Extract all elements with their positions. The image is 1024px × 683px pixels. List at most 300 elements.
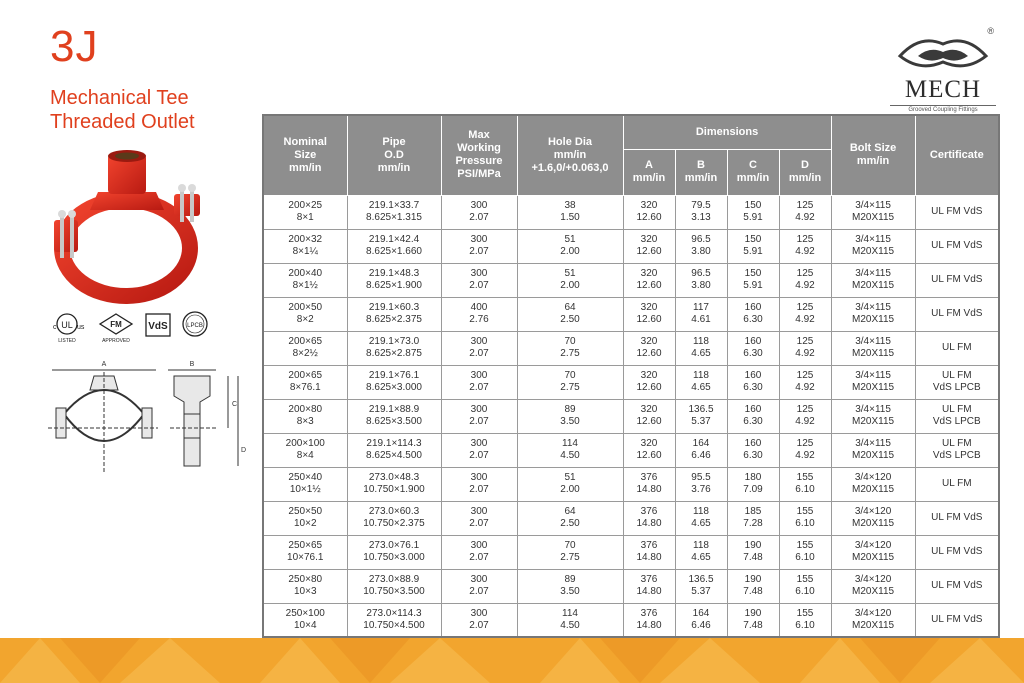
cell-dim-b-line: 6.46 [691, 450, 711, 461]
cell-dim-b-line: 5.37 [691, 416, 711, 427]
cell-certificate [915, 467, 999, 501]
cell-pipe-od [347, 229, 441, 263]
cell-pressure-line: 2.07 [469, 484, 489, 495]
cell-size-line: 200×40 [288, 268, 323, 279]
cell-dim-c-line: 7.28 [743, 518, 763, 529]
cell-bolt-size-line: 3/4×115 [855, 370, 891, 381]
cell-dim-a-line: 376 [640, 472, 658, 483]
dim-label-c: C [232, 401, 238, 408]
cell-dim-a-line: 320 [640, 234, 658, 245]
cell-certificate-line: UL FM [941, 478, 972, 489]
cell-bolt-size-line: M20X115 [852, 314, 895, 325]
fm-caption: APPROVED [102, 338, 130, 344]
cell-dim-c-line: 5.91 [743, 246, 763, 257]
table-row [263, 331, 999, 365]
cell-hole-dia-line: 3.50 [560, 586, 580, 597]
cell-certificate-line: UL FM VdS [931, 613, 983, 625]
ul-caption: LISTED [58, 338, 76, 344]
spec-table [262, 114, 1000, 638]
cell-size-line: 8×3 [296, 416, 314, 427]
cell-size-line: 8×1¼ [292, 246, 318, 257]
cell-size-line: 200×50 [288, 302, 323, 313]
cell-dim-c-line: 7.09 [743, 484, 763, 495]
cell-size [263, 467, 347, 501]
cell-bolt-size-line: 3/4×120 [854, 607, 892, 619]
cell-certificate-line: UL FM [941, 342, 972, 353]
cell-dim-b [675, 501, 727, 535]
cell-dim-a [623, 603, 675, 637]
cell-pressure [441, 297, 517, 331]
brand-name: MECH [904, 76, 982, 103]
cell-hole-dia [517, 433, 623, 467]
cell-hole-dia-line: 2.75 [560, 348, 580, 359]
cell-certificate [915, 229, 999, 263]
cell-bolt-size-line: 3/4×115 [855, 336, 891, 347]
cell-dim-d [779, 331, 831, 365]
cell-dim-a [623, 535, 675, 569]
cell-pressure-line: 2.07 [469, 619, 489, 631]
header-max-pressure: Max Working Pressure PSI/MPa [441, 115, 517, 195]
cell-dim-b [675, 603, 727, 637]
cell-pressure-line: 300 [470, 200, 488, 211]
cell-dim-d-line: 125 [796, 268, 814, 279]
cell-pipe-od-line: 8.625×3.500 [366, 416, 422, 427]
cell-hole-dia [517, 263, 623, 297]
cell-dim-c [727, 263, 779, 297]
cell-dim-c [727, 297, 779, 331]
cell-certificate [915, 603, 999, 637]
cell-bolt-size-line: 3/4×115 [855, 438, 891, 449]
cell-hole-dia-line: 64 [564, 302, 576, 313]
cell-pressure-line: 300 [470, 234, 488, 245]
cell-pipe-od-line: 8.625×4.500 [366, 450, 422, 461]
cell-dim-a [623, 331, 675, 365]
cell-bolt-size-line: 3/4×115 [855, 268, 891, 279]
cell-dim-d-line: 125 [796, 200, 814, 211]
cell-size-line: 8×2 [296, 314, 314, 325]
cell-dim-a-line: 376 [640, 607, 658, 619]
cell-pressure-line: 300 [470, 336, 488, 347]
cell-certificate [915, 297, 999, 331]
cell-certificate-line: UL FM VdS [931, 274, 983, 285]
cell-bolt-size-line: 3/4×115 [855, 200, 891, 211]
cell-pressure [441, 229, 517, 263]
cell-dim-a-line: 320 [640, 336, 658, 347]
cell-bolt-size [831, 603, 915, 637]
cell-dim-d [779, 501, 831, 535]
cell-dim-c-line: 180 [744, 472, 762, 483]
cell-dim-b-line: 118 [693, 506, 709, 517]
dim-label-b: B [189, 361, 195, 368]
cell-pressure [441, 365, 517, 399]
fm-text: FM [110, 320, 122, 329]
cell-dim-d-line: 155 [796, 472, 814, 483]
cell-hole-dia [517, 331, 623, 365]
cell-pipe-od-line: 273.0×76.1 [368, 540, 420, 551]
cell-dim-b [675, 399, 727, 433]
cell-dim-d-line: 125 [796, 302, 814, 313]
cell-hole-dia-line: 89 [564, 574, 576, 585]
cell-dim-a-line: 320 [640, 370, 658, 381]
cell-hole-dia-line: 70 [564, 336, 576, 347]
cell-hole-dia-line: 2.75 [560, 552, 580, 563]
cell-dim-a-line: 12.60 [636, 212, 662, 223]
cell-dim-a-line: 14.80 [636, 518, 662, 529]
cell-hole-dia-line: 51 [564, 234, 576, 245]
cell-dim-d-line: 6.10 [795, 552, 815, 563]
cell-hole-dia-line: 2.50 [560, 518, 580, 529]
ul-left-text: c [53, 324, 57, 331]
cell-certificate [915, 365, 999, 399]
cell-bolt-size [831, 263, 915, 297]
cell-pipe-od [347, 433, 441, 467]
header-dimensions: Dimensions [623, 115, 831, 149]
table-row [263, 501, 999, 535]
cell-dim-a [623, 263, 675, 297]
cell-dim-b-line: 136.5 [688, 574, 714, 585]
cell-size-line: 200×65 [288, 336, 323, 347]
cell-pipe-od-line: 219.1×114.3 [366, 438, 422, 449]
registered-mark: ® [987, 26, 994, 36]
cell-dim-d-line: 125 [796, 370, 814, 381]
cell-hole-dia-line: 2.50 [560, 314, 580, 325]
cell-bolt-size-line: 3/4×115 [855, 234, 891, 245]
cell-size [263, 365, 347, 399]
cell-dim-b-line: 164 [692, 607, 710, 619]
table-row [263, 433, 999, 467]
table-row [263, 195, 999, 229]
cell-size-line: 10×4 [293, 619, 317, 631]
cell-dim-d [779, 229, 831, 263]
cell-pressure [441, 399, 517, 433]
cell-dim-c-line: 160 [744, 370, 762, 381]
product-code: 3J [50, 22, 99, 71]
cell-dim-b-line: 3.13 [691, 212, 711, 223]
cell-pipe-od [347, 501, 441, 535]
cell-pressure-line: 2.07 [469, 416, 489, 427]
cell-dim-d [779, 195, 831, 229]
cell-dim-d [779, 603, 831, 637]
cell-hole-dia [517, 399, 623, 433]
cell-dim-b [675, 331, 727, 365]
cell-bolt-size [831, 297, 915, 331]
cell-dim-c-line: 6.30 [743, 382, 763, 393]
cell-dim-b-line: 118 [693, 370, 709, 381]
cell-size-line: 8×1 [296, 212, 314, 223]
cell-dim-c [727, 229, 779, 263]
cell-dim-b-line: 6.46 [691, 619, 711, 631]
cell-dim-a-line: 14.80 [636, 484, 662, 495]
cell-dim-c-line: 5.91 [743, 212, 763, 223]
cell-pipe-od [347, 569, 441, 603]
cell-size [263, 569, 347, 603]
cell-pipe-od [347, 297, 441, 331]
cell-certificate-line: UL FM VdS [931, 580, 983, 591]
cell-dim-d [779, 569, 831, 603]
cell-bolt-size [831, 331, 915, 365]
cell-dim-c-line: 150 [744, 200, 762, 211]
cell-hole-dia [517, 501, 623, 535]
dim-label-d: D [241, 447, 247, 454]
cell-dim-c [727, 399, 779, 433]
cell-hole-dia-line: 2.75 [560, 382, 580, 393]
footer-band [0, 638, 1024, 683]
cell-dim-d [779, 467, 831, 501]
cell-size-line: 10×76.1 [287, 552, 324, 563]
table-row [263, 365, 999, 399]
cell-dim-b-line: 3.76 [691, 484, 711, 495]
header-pipe-od: Pipe O.D mm/in [347, 115, 441, 195]
cell-pressure-line: 2.07 [469, 280, 489, 291]
cell-dim-c-line: 6.30 [743, 416, 763, 427]
product-name [50, 86, 195, 134]
cell-dim-a-line: 12.60 [636, 382, 662, 393]
cell-pipe-od-line: 219.1×33.7 [368, 200, 420, 211]
cell-bolt-size-line: M20X115 [852, 450, 895, 461]
cell-pipe-od-line: 10.750×4.500 [363, 619, 425, 631]
cell-pipe-od-line: 273.0×48.3 [368, 472, 420, 483]
cell-dim-a [623, 467, 675, 501]
cell-pressure [441, 535, 517, 569]
ul-right-text: us [77, 324, 85, 331]
cell-pipe-od-line: 219.1×42.4 [368, 234, 420, 245]
cell-certificate-line: VdS LPCB [932, 450, 981, 461]
cell-dim-c-line: 7.48 [743, 586, 763, 597]
table-row [263, 603, 999, 637]
cell-size-line: 8×76.1 [289, 382, 321, 393]
cell-bolt-size-line: M20X115 [852, 280, 895, 291]
cell-dim-b-line: 136.5 [688, 404, 714, 415]
cell-dim-c-line: 6.30 [743, 450, 763, 461]
cell-pipe-od [347, 399, 441, 433]
cell-dim-a-line: 320 [640, 200, 658, 211]
cell-dim-a-line: 320 [640, 302, 658, 313]
cell-hole-dia [517, 535, 623, 569]
cell-hole-dia-line: 89 [564, 404, 576, 415]
cell-dim-a-line: 376 [640, 574, 658, 585]
cell-certificate [915, 501, 999, 535]
cell-bolt-size-line: 3/4×120 [854, 574, 892, 585]
cell-dim-c-line: 6.30 [743, 314, 763, 325]
cell-certificate [915, 263, 999, 297]
cell-dim-c-line: 7.48 [743, 552, 763, 563]
cell-pipe-od-line: 8.625×1.900 [366, 280, 422, 291]
cell-pressure [441, 433, 517, 467]
cell-dim-c [727, 535, 779, 569]
cell-size [263, 229, 347, 263]
cell-dim-a-line: 12.60 [636, 314, 662, 325]
cell-pressure-line: 300 [470, 540, 488, 551]
cell-size [263, 433, 347, 467]
cell-pressure-line: 2.07 [469, 348, 489, 359]
cell-certificate [915, 331, 999, 365]
cell-bolt-size-line: M20X115 [852, 586, 895, 597]
cell-hole-dia [517, 569, 623, 603]
cell-dim-b-line: 79.5 [691, 200, 711, 211]
header-dim-a: A mm/in [623, 149, 675, 195]
cell-dim-b-line: 117 [693, 302, 709, 313]
cell-dim-b-line: 164 [692, 438, 710, 449]
cell-bolt-size [831, 467, 915, 501]
cell-size-line: 250×65 [288, 540, 323, 551]
cell-dim-b [675, 263, 727, 297]
cell-dim-d-line: 155 [796, 574, 814, 585]
brand-emblem-icon [896, 30, 990, 76]
cell-hole-dia-line: 70 [564, 370, 576, 381]
cell-pipe-od-line: 10.750×1.900 [363, 484, 425, 495]
cell-pressure-line: 300 [470, 268, 488, 279]
cell-certificate-line: UL FM [941, 438, 972, 449]
cell-size [263, 297, 347, 331]
cell-dim-b [675, 535, 727, 569]
cell-dim-a [623, 229, 675, 263]
cell-pipe-od [347, 263, 441, 297]
header-bolt-size: Bolt Size mm/in [831, 115, 915, 195]
cell-certificate-line: VdS LPCB [932, 416, 981, 427]
cell-size-line: 200×32 [288, 234, 323, 245]
cell-dim-a-line: 12.60 [636, 416, 662, 427]
cell-dim-a-line: 376 [640, 540, 658, 551]
cell-dim-d-line: 4.92 [795, 314, 815, 325]
cell-dim-a-line: 320 [640, 438, 658, 449]
cell-bolt-size-line: M20X115 [852, 484, 895, 495]
cell-size-line: 8×1½ [292, 280, 318, 291]
cell-dim-a-line: 14.80 [636, 552, 662, 563]
cell-hole-dia-line: 114 [562, 438, 578, 449]
cell-size [263, 263, 347, 297]
cell-bolt-size [831, 229, 915, 263]
cell-hole-dia-line: 2.00 [560, 484, 580, 495]
cell-hole-dia-line: 4.50 [560, 450, 580, 461]
header-dim-b: B mm/in [675, 149, 727, 195]
cell-dim-d-line: 155 [796, 540, 814, 551]
cell-hole-dia-line: 114 [562, 607, 578, 619]
cell-dim-c-line: 150 [744, 234, 762, 245]
cell-pressure-line: 300 [470, 404, 488, 415]
cell-certificate [915, 569, 999, 603]
cell-dim-d [779, 535, 831, 569]
cell-dim-d-line: 155 [796, 506, 814, 517]
cell-dim-b-line: 4.65 [691, 382, 711, 393]
certification-marks [50, 308, 220, 348]
vds-mark [146, 314, 170, 336]
cell-dim-d-line: 125 [796, 404, 814, 415]
cell-dim-d-line: 155 [796, 607, 814, 619]
cell-dim-b [675, 297, 727, 331]
cell-dim-c [727, 433, 779, 467]
header-certificate: Certificate [915, 115, 999, 195]
cell-dim-a-line: 376 [640, 506, 658, 517]
cell-pressure-line: 300 [470, 472, 488, 483]
cell-certificate-line: UL FM VdS [931, 512, 983, 523]
cell-dim-d-line: 6.10 [795, 619, 815, 631]
cell-dim-b-line: 118 [693, 540, 709, 551]
cell-dim-d [779, 399, 831, 433]
cell-certificate-line: UL FM VdS [931, 308, 983, 319]
header-nominal-size: Nominal Size mm/in [263, 115, 347, 195]
cell-dim-d-line: 4.92 [795, 416, 815, 427]
cell-pipe-od [347, 195, 441, 229]
cell-pipe-od-line: 273.0×114.3 [366, 607, 422, 619]
cell-pressure-line: 300 [470, 574, 488, 585]
cell-dim-c [727, 365, 779, 399]
cell-dim-a [623, 501, 675, 535]
cell-pipe-od-line: 8.625×3.000 [366, 382, 422, 393]
cell-dim-a-line: 12.60 [636, 348, 662, 359]
cell-dim-b-line: 96.5 [691, 268, 711, 279]
cell-pressure-line: 2.07 [469, 518, 489, 529]
cell-size-line: 250×80 [288, 574, 323, 585]
lpcb-mark [183, 312, 207, 336]
cell-bolt-size-line: 3/4×120 [854, 472, 892, 483]
cell-dim-b-line: 95.5 [691, 472, 711, 483]
cell-pipe-od-line: 219.1×73.0 [368, 336, 420, 347]
brand-logo [890, 26, 996, 116]
table-row [263, 535, 999, 569]
cell-size-line: 8×4 [296, 450, 314, 461]
cell-hole-dia-line: 51 [564, 472, 576, 483]
cell-dim-c-line: 160 [744, 302, 762, 313]
cell-size-line: 10×1½ [289, 484, 321, 495]
cell-bolt-size-line: M20X115 [852, 518, 895, 529]
cell-certificate [915, 399, 999, 433]
cell-bolt-size-line: 3/4×115 [855, 302, 891, 313]
cell-dim-d-line: 6.10 [795, 518, 815, 529]
cell-dim-d-line: 4.92 [795, 246, 815, 257]
cell-pressure-line: 300 [470, 607, 488, 619]
cell-pressure [441, 195, 517, 229]
cell-pressure [441, 569, 517, 603]
cell-pressure-line: 300 [470, 370, 488, 381]
cell-hole-dia [517, 297, 623, 331]
cell-dim-a [623, 297, 675, 331]
cell-dim-b-line: 3.80 [691, 246, 711, 257]
cell-bolt-size [831, 535, 915, 569]
cell-pipe-od-line: 273.0×60.3 [368, 506, 420, 517]
cell-bolt-size [831, 569, 915, 603]
cell-size [263, 535, 347, 569]
cell-hole-dia-line: 2.00 [560, 246, 580, 257]
cell-dim-c-line: 5.91 [743, 280, 763, 291]
cell-dim-b [675, 433, 727, 467]
cell-dim-c [727, 603, 779, 637]
cell-dim-d-line: 125 [796, 438, 814, 449]
cell-bolt-size-line: 3/4×120 [854, 506, 892, 517]
cell-bolt-size [831, 365, 915, 399]
cell-dim-b [675, 229, 727, 263]
cell-size-line: 200×80 [288, 404, 323, 415]
cell-dim-a [623, 433, 675, 467]
cell-pressure-line: 2.76 [469, 314, 489, 325]
cell-dim-c-line: 160 [744, 404, 762, 415]
table-row [263, 399, 999, 433]
cell-dim-d [779, 365, 831, 399]
product-name-line2: Threaded Outlet [50, 111, 195, 133]
brand-tagline: Grooved Coupling Fittings [890, 105, 996, 113]
fm-approved-mark [100, 314, 132, 344]
cell-pressure [441, 501, 517, 535]
cell-dim-c-line: 190 [744, 540, 762, 551]
cell-pipe-od [347, 467, 441, 501]
cell-pipe-od-line: 10.750×2.375 [363, 518, 425, 529]
table-row [263, 569, 999, 603]
cell-size-line: 200×25 [288, 200, 323, 211]
header-dim-c: C mm/in [727, 149, 779, 195]
cell-certificate-line: VdS LPCB [932, 382, 981, 393]
cell-pressure [441, 263, 517, 297]
cell-dim-b-line: 5.37 [691, 586, 711, 597]
cell-pressure-line: 2.07 [469, 246, 489, 257]
